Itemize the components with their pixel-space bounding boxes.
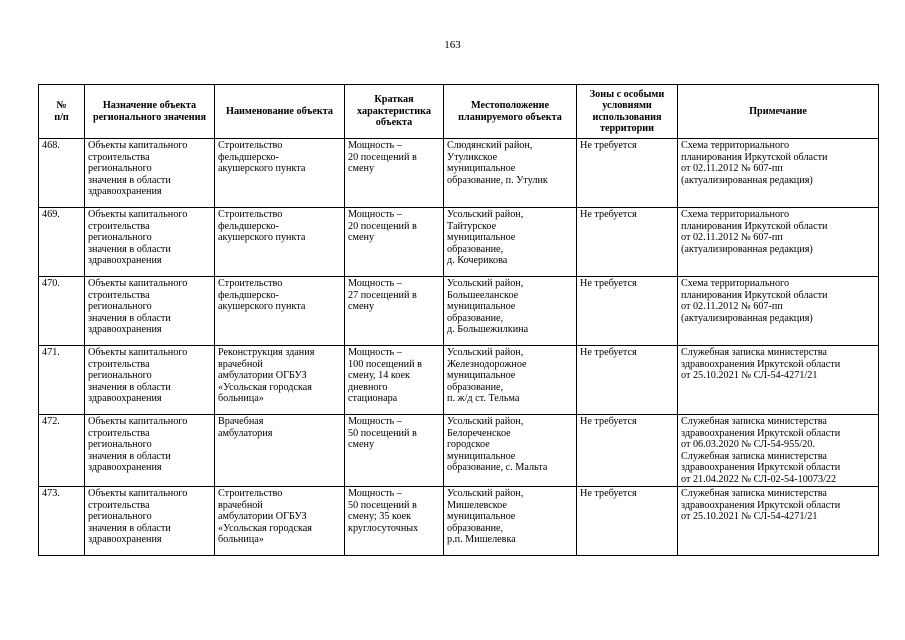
cell-characteristic: Мощность – 20 посещений в смену (345, 139, 444, 208)
cell-note: Схема территориального планирования Иркутской области от 02.11.2012 № 607-пп (актуализированная редакция) (678, 277, 879, 346)
header-zones: Зоны с особыми условиями использования территории (577, 85, 678, 139)
cell-purpose: Объекты капитального строительства регионального значения в области здравоохранения (85, 277, 215, 346)
header-location: Местоположение планируемого объекта (444, 85, 577, 139)
regional-objects-table (38, 84, 879, 556)
cell-characteristic: Мощность – 20 посещений в смену (345, 208, 444, 277)
cell-location: Усольский район, Железнодорожное муниципальное образование, п. ж/д ст. Тельма (444, 346, 577, 415)
cell-zones: Не требуется (577, 139, 678, 208)
cell-number: 470. (39, 277, 85, 346)
table-header-row (39, 85, 879, 139)
header-number: № п/п (39, 85, 85, 139)
cell-location: Слюдянский район, Утуликское муниципальное образование, п. Утулик (444, 139, 577, 208)
cell-location: Усольский район, Большееланское муниципальное образование, д. Большежилкина (444, 277, 577, 346)
cell-zones: Не требуется (577, 277, 678, 346)
cell-purpose: Объекты капитального строительства регионального значения в области здравоохранения (85, 346, 215, 415)
cell-number: 472. (39, 415, 85, 487)
cell-number: 468. (39, 139, 85, 208)
cell-name: Строительство фельдшерско- акушерского пункта (215, 277, 345, 346)
header-note: Примечание (678, 85, 879, 139)
cell-purpose: Объекты капитального строительства регионального значения в области здравоохранения (85, 487, 215, 556)
cell-number: 471. (39, 346, 85, 415)
page-number: 163 (444, 39, 461, 51)
cell-number: 469. (39, 208, 85, 277)
header-name: Наименование объекта (215, 85, 345, 139)
cell-characteristic: Мощность – 50 посещений в смену (345, 415, 444, 487)
cell-zones: Не требуется (577, 487, 678, 556)
cell-name: Строительство врачебной амбулатории ОГБУЗ «Усольская городская больница» (215, 487, 345, 556)
cell-note: Служебная записка министерства здравоохранения Иркутской области от 06.03.2020 № СЛ-54-955/20. Служебная записка министерства здравоохранения Иркутской области от 21.04.2022 № СЛ-02-54-10073/22 (678, 415, 879, 487)
cell-characteristic: Мощность – 100 посещений в смену, 14 коек дневного стационара (345, 346, 444, 415)
table-row (39, 277, 879, 346)
header-purpose: Назначение объекта регионального значения (85, 85, 215, 139)
cell-characteristic: Мощность – 27 посещений в смену (345, 277, 444, 346)
cell-location: Усольский район, Белореченское городское муниципальное образование, с. Мальта (444, 415, 577, 487)
cell-note: Служебная записка министерства здравоохранения Иркутской области от 25.10.2021 № СЛ-54-4271/21 (678, 487, 879, 556)
cell-note: Схема территориального планирования Иркутской области от 02.11.2012 № 607-пп (актуализированная редакция) (678, 139, 879, 208)
cell-location: Усольский район, Тайтурское муниципальное образование, д. Кочерикова (444, 208, 577, 277)
cell-note: Схема территориального планирования Иркутской области от 02.11.2012 № 607-пп (актуализированная редакция) (678, 208, 879, 277)
cell-zones: Не требуется (577, 208, 678, 277)
cell-purpose: Объекты капитального строительства регионального значения в области здравоохранения (85, 415, 215, 487)
cell-name: Строительство фельдшерско- акушерского пункта (215, 208, 345, 277)
cell-name: Врачебная амбулатория (215, 415, 345, 487)
cell-number: 473. (39, 487, 85, 556)
cell-zones: Не требуется (577, 415, 678, 487)
table-row (39, 487, 879, 556)
cell-name: Строительство фельдшерско- акушерского пункта (215, 139, 345, 208)
table-row (39, 346, 879, 415)
header-characteristic: Краткая характеристика объекта (345, 85, 444, 139)
table-row (39, 139, 879, 208)
cell-note: Служебная записка министерства здравоохранения Иркутской области от 25.10.2021 № СЛ-54-4271/21 (678, 346, 879, 415)
cell-characteristic: Мощность – 50 посещений в смену; 35 коек круглосуточных (345, 487, 444, 556)
cell-zones: Не требуется (577, 346, 678, 415)
table-row (39, 415, 879, 487)
cell-purpose: Объекты капитального строительства регионального значения в области здравоохранения (85, 139, 215, 208)
cell-name: Реконструкция здания врачебной амбулатории ОГБУЗ «Усольская городская больница» (215, 346, 345, 415)
table-row (39, 208, 879, 277)
cell-purpose: Объекты капитального строительства регионального значения в области здравоохранения (85, 208, 215, 277)
cell-location: Усольский район, Мишелевское муниципальное образование, р.п. Мишелевка (444, 487, 577, 556)
